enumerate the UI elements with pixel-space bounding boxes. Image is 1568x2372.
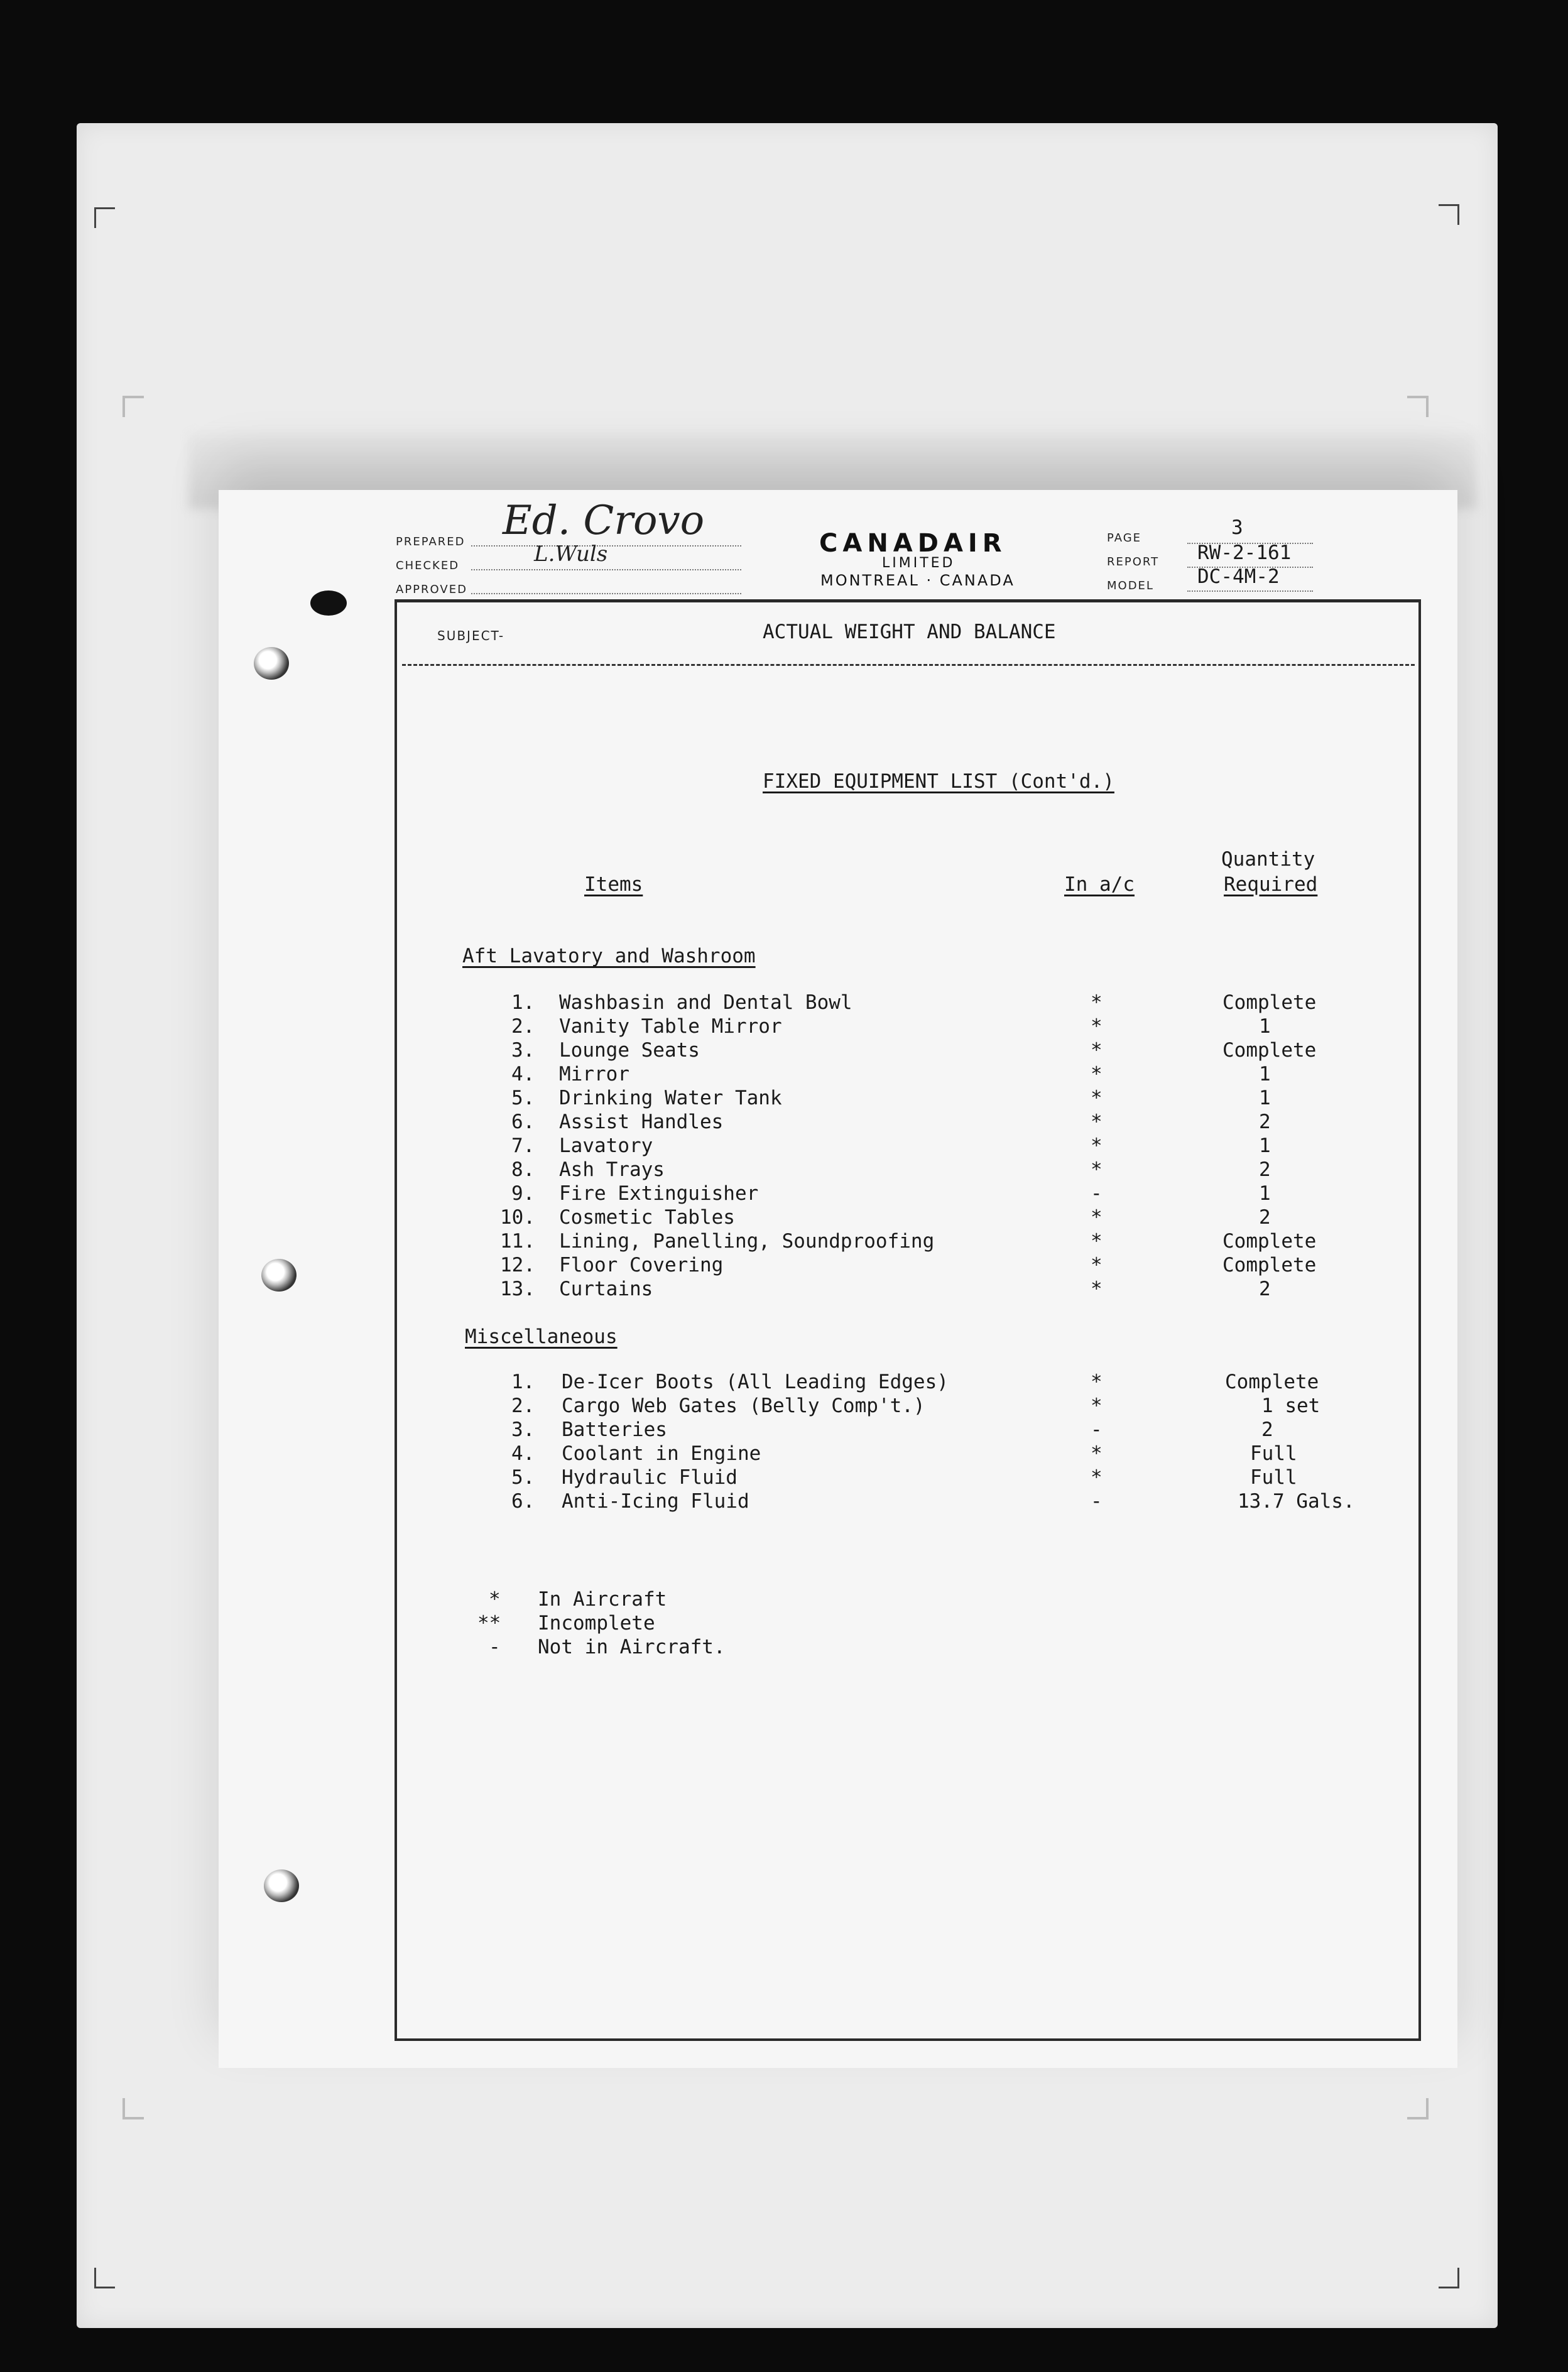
punch-hole-middle bbox=[261, 1259, 297, 1292]
crop-mark-bottom-right bbox=[1439, 2268, 1459, 2288]
row-number: 9. bbox=[511, 1182, 535, 1205]
row-quantity: 13.7 Gals. bbox=[1238, 1490, 1355, 1513]
row-number: 12. bbox=[500, 1254, 535, 1276]
row-number: 5. bbox=[511, 1087, 535, 1109]
row-item: Coolant in Engine bbox=[562, 1442, 761, 1465]
row-number: 4. bbox=[511, 1442, 535, 1465]
row-item: Anti-Icing Fluid bbox=[562, 1490, 749, 1513]
row-number: 4. bbox=[511, 1063, 535, 1085]
row-quantity: 2 bbox=[1261, 1418, 1273, 1441]
row-item: Fire Extinguisher bbox=[559, 1182, 759, 1205]
row-number: 6. bbox=[511, 1490, 535, 1513]
row-quantity: Complete bbox=[1222, 991, 1317, 1014]
row-item: Lining, Panelling, Soundproofing bbox=[559, 1230, 935, 1253]
row-quantity: Complete bbox=[1222, 1254, 1317, 1276]
row-quantity: Full bbox=[1250, 1442, 1297, 1465]
row-mark: * bbox=[1091, 1371, 1102, 1393]
approved-label: APPROVED bbox=[396, 583, 467, 596]
row-mark: * bbox=[1091, 1015, 1102, 1038]
row-item: Vanity Table Mirror bbox=[559, 1015, 782, 1038]
row-quantity: 2 bbox=[1259, 1158, 1271, 1181]
row-item: Ash Trays bbox=[559, 1158, 665, 1181]
legend-text: Not in Aircraft. bbox=[538, 1636, 726, 1658]
row-mark: * bbox=[1091, 1063, 1102, 1085]
row-mark: * bbox=[1091, 1111, 1102, 1133]
legend-text: In Aircraft bbox=[538, 1588, 667, 1611]
prepared-label: PREPARED bbox=[396, 535, 466, 548]
page-value: 3 bbox=[1231, 516, 1243, 539]
row-quantity: 1 set bbox=[1261, 1395, 1320, 1417]
row-number: 11. bbox=[500, 1230, 535, 1253]
company-city: MONTREAL · CANADA bbox=[820, 572, 1015, 589]
report-value: RW-2-161 bbox=[1197, 541, 1292, 564]
column-in-ac: In a/c bbox=[1064, 873, 1135, 896]
row-mark: * bbox=[1091, 1039, 1102, 1062]
subject-rule bbox=[402, 664, 1415, 666]
company-limited: LIMITED bbox=[882, 555, 956, 571]
legend-mark: - bbox=[489, 1636, 501, 1658]
row-item: Cosmetic Tables bbox=[559, 1206, 735, 1229]
prepared-signature: Ed. Crovo bbox=[503, 498, 705, 544]
column-quantity: Quantity bbox=[1221, 848, 1315, 871]
row-mark: * bbox=[1091, 1158, 1102, 1181]
row-number: 6. bbox=[511, 1111, 535, 1133]
row-quantity: Full bbox=[1250, 1466, 1297, 1489]
row-mark: * bbox=[1091, 1466, 1102, 1489]
row-number: 1. bbox=[511, 1371, 535, 1393]
approved-line bbox=[471, 593, 741, 594]
row-number: 1. bbox=[511, 991, 535, 1014]
row-mark: - bbox=[1091, 1418, 1102, 1441]
checked-label: CHECKED bbox=[396, 559, 460, 572]
legend-text: Incomplete bbox=[538, 1612, 655, 1635]
row-number: 8. bbox=[511, 1158, 535, 1181]
row-quantity: 1 bbox=[1259, 1182, 1271, 1205]
subject-text: ACTUAL WEIGHT AND BALANCE bbox=[763, 621, 1056, 643]
crop-mark-inner-top-left bbox=[122, 396, 144, 417]
row-item: Cargo Web Gates (Belly Comp't.) bbox=[562, 1395, 925, 1417]
row-number: 2. bbox=[511, 1395, 535, 1417]
row-quantity: 2 bbox=[1259, 1206, 1271, 1229]
checked-signature: L.Wuls bbox=[534, 541, 608, 567]
column-items: Items bbox=[584, 873, 643, 896]
row-quantity: 1 bbox=[1259, 1087, 1271, 1109]
crop-mark-inner-bottom-right bbox=[1407, 2098, 1429, 2119]
row-number: 5. bbox=[511, 1466, 535, 1489]
row-mark: * bbox=[1091, 991, 1102, 1014]
row-item: Lavatory bbox=[559, 1134, 653, 1157]
content-frame bbox=[395, 599, 1421, 2041]
row-quantity: 1 bbox=[1259, 1015, 1271, 1038]
row-quantity: 2 bbox=[1259, 1111, 1271, 1133]
row-quantity: 1 bbox=[1259, 1063, 1271, 1085]
row-item: Lounge Seats bbox=[559, 1039, 700, 1062]
company-name: CANADAIR bbox=[819, 529, 1007, 558]
legend-mark: * bbox=[489, 1588, 501, 1611]
crop-mark-inner-bottom-left bbox=[122, 2098, 144, 2119]
row-mark: * bbox=[1091, 1442, 1102, 1465]
row-item: Batteries bbox=[562, 1418, 667, 1441]
list-title: FIXED EQUIPMENT LIST (Cont'd.) bbox=[763, 770, 1114, 793]
column-required: Required bbox=[1224, 873, 1318, 896]
row-quantity: Complete bbox=[1225, 1371, 1319, 1393]
row-number: 3. bbox=[511, 1418, 535, 1441]
row-item: Mirror bbox=[559, 1063, 629, 1085]
row-mark: * bbox=[1091, 1087, 1102, 1109]
row-quantity: 1 bbox=[1259, 1134, 1271, 1157]
row-quantity: Complete bbox=[1222, 1039, 1317, 1062]
model-line bbox=[1187, 590, 1313, 592]
row-item: Floor Covering bbox=[559, 1254, 724, 1276]
checked-line bbox=[471, 569, 741, 570]
subject-label: SUBJECT- bbox=[437, 628, 505, 643]
row-item: Drinking Water Tank bbox=[559, 1087, 782, 1109]
row-quantity: 2 bbox=[1259, 1278, 1271, 1300]
row-item: Curtains bbox=[559, 1278, 653, 1300]
row-item: Washbasin and Dental Bowl bbox=[559, 991, 852, 1014]
row-mark: * bbox=[1091, 1230, 1102, 1253]
section-heading-aft-lavatory: Aft Lavatory and Washroom bbox=[462, 945, 756, 967]
crop-mark-top-left bbox=[94, 207, 115, 228]
legend-mark: ** bbox=[477, 1612, 501, 1635]
row-mark: * bbox=[1091, 1134, 1102, 1157]
row-item: Assist Handles bbox=[559, 1111, 724, 1133]
row-mark: * bbox=[1091, 1254, 1102, 1276]
row-number: 2. bbox=[511, 1015, 535, 1038]
section-heading-miscellaneous: Miscellaneous bbox=[465, 1325, 618, 1348]
model-value: DC-4M-2 bbox=[1197, 565, 1280, 588]
row-mark: * bbox=[1091, 1278, 1102, 1300]
row-number: 10. bbox=[500, 1206, 535, 1229]
row-item: Hydraulic Fluid bbox=[562, 1466, 738, 1489]
crop-mark-inner-top-right bbox=[1407, 396, 1429, 417]
ink-smudge bbox=[310, 590, 347, 616]
row-number: 3. bbox=[511, 1039, 535, 1062]
model-label: MODEL bbox=[1107, 579, 1154, 592]
row-mark: * bbox=[1091, 1395, 1102, 1417]
row-mark: - bbox=[1091, 1490, 1102, 1513]
punch-hole-top bbox=[254, 647, 289, 680]
row-mark: * bbox=[1091, 1206, 1102, 1229]
row-item: De-Icer Boots (All Leading Edges) bbox=[562, 1371, 949, 1393]
row-number: 7. bbox=[511, 1134, 535, 1157]
crop-mark-bottom-left bbox=[94, 2268, 115, 2288]
row-quantity: Complete bbox=[1222, 1230, 1317, 1253]
row-number: 13. bbox=[500, 1278, 535, 1300]
row-mark: - bbox=[1091, 1182, 1102, 1205]
page-label: PAGE bbox=[1107, 531, 1142, 545]
crop-mark-top-right bbox=[1439, 204, 1459, 225]
punch-hole-bottom bbox=[264, 1869, 299, 1902]
report-label: REPORT bbox=[1107, 555, 1160, 569]
